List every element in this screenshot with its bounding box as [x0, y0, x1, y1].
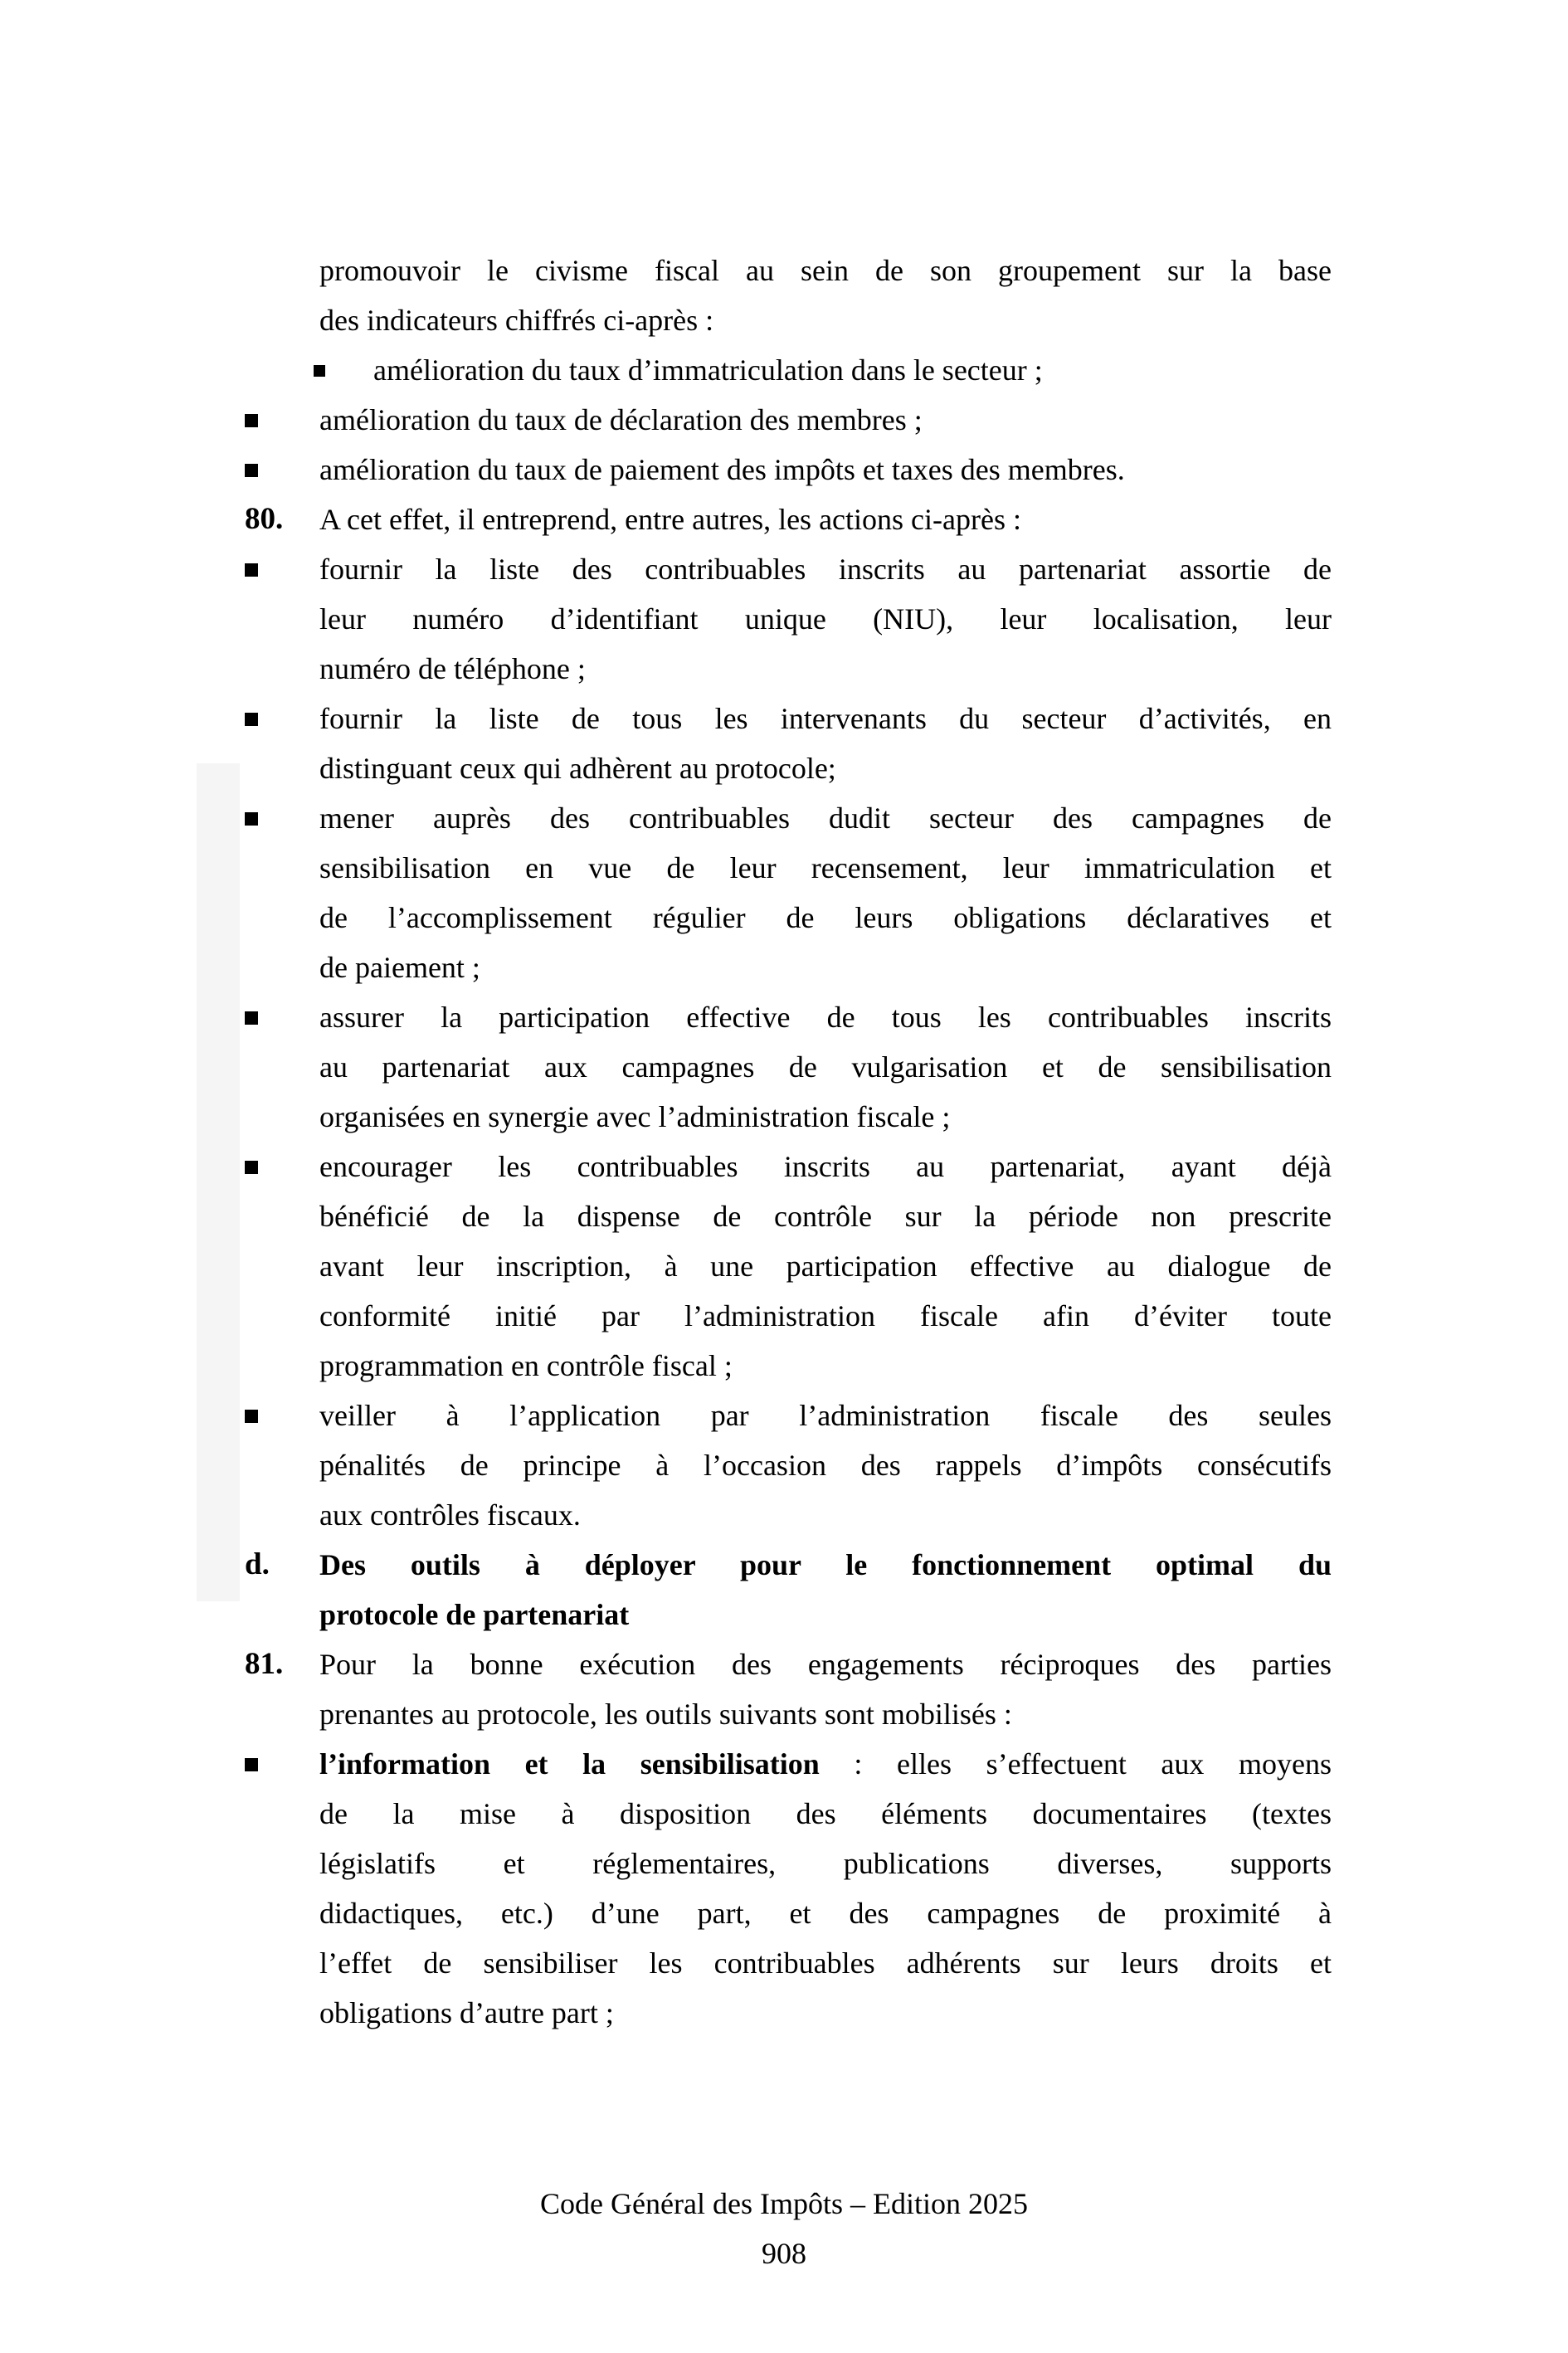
list-item — [245, 1391, 1332, 1540]
text-line: de la mise à disposition des éléments documentaires (textes — [319, 1797, 1332, 1830]
text-line: aux contrôles fiscaux. — [319, 1498, 581, 1532]
list-item — [245, 1142, 1332, 1391]
text-line: des indicateurs chiffrés ci-après : — [319, 304, 714, 337]
text-line: de paiement ; — [319, 951, 480, 984]
page-number: 908 — [762, 2237, 806, 2270]
text-line — [319, 1739, 1332, 1789]
text-line: amélioration du taux de paiement des impôts et taxes des membres. — [319, 453, 1125, 486]
text-line: prenantes au protocole, les outils suivants sont mobilisés : — [319, 1698, 1012, 1731]
text-line: l’effet de sensibiliser les contribuables adhérents sur leurs droits et — [319, 1946, 1332, 1980]
text-line: distinguant ceux qui adhèrent au protocole; — [319, 752, 836, 785]
list-item — [245, 1739, 1332, 2038]
normal-run: : elles s’effectuent aux moyens — [819, 1747, 1332, 1781]
bullet-icon — [245, 414, 258, 427]
item-number: 80. — [245, 502, 284, 536]
text-line: Pour la bonne exécution des engagements réciproques des parties — [319, 1648, 1332, 1681]
text-line: sensibilisation en vue de leur recensement, leur immatriculation et — [319, 851, 1332, 884]
text-line: amélioration du taux d’immatriculation dans le secteur ; — [373, 353, 1043, 387]
text-line: de l’accomplissement régulier de leurs obligations déclaratives et — [319, 901, 1332, 934]
text-line: promouvoir le civisme fiscal au sein de son groupement sur la base — [319, 254, 1332, 287]
text-line: législatifs et réglementaires, publications diverses, supports — [319, 1847, 1332, 1880]
list-item — [245, 544, 1332, 694]
text-line: assurer la participation effective de tous les contribuables inscrits — [319, 1001, 1332, 1034]
text-line: au partenariat aux campagnes de vulgarisation et de sensibilisation — [319, 1050, 1332, 1084]
bullet-icon — [245, 1161, 258, 1174]
text-line: A cet effet, il entreprend, entre autres, les actions ci-après : — [319, 503, 1021, 536]
text-line: mener auprès des contribuables dudit secteur des campagnes de — [319, 801, 1332, 835]
text-line: amélioration du taux de déclaration des membres ; — [319, 403, 923, 436]
text-line: leur numéro d’identifiant unique (NIU), leur localisation, leur — [319, 602, 1332, 636]
document-body — [245, 246, 1332, 2038]
text-line: organisées en synergie avec l’administration fiscale ; — [319, 1100, 951, 1133]
list-item — [245, 793, 1332, 992]
numbered-item — [245, 1639, 1332, 1739]
list-item — [245, 345, 1332, 395]
text-line: encourager les contribuables inscrits au partenariat, ayant déjà — [319, 1150, 1332, 1183]
list-item — [245, 395, 1332, 445]
text-line: obligations d’autre part ; — [319, 1996, 614, 2029]
bullet-icon — [245, 812, 258, 826]
item-letter: d. — [245, 1547, 270, 1581]
text-line: numéro de téléphone ; — [319, 652, 586, 685]
bullet-icon — [314, 365, 325, 377]
numbered-item — [245, 494, 1332, 544]
list-item — [245, 992, 1332, 1142]
text-line: didactiques, etc.) d’une part, et des campagnes de proximité à — [319, 1897, 1332, 1930]
bullet-icon — [245, 1410, 258, 1423]
bullet-icon — [245, 464, 258, 477]
bullet-icon — [245, 1011, 258, 1025]
text-line: fournir la liste des contribuables inscrits au partenariat assortie de — [319, 553, 1332, 586]
text-line: veiller à l’application par l’administration fiscale des seules — [319, 1399, 1332, 1432]
text-line: pénalités de principe à l’occasion des rappels d’impôts consécutifs — [319, 1449, 1332, 1482]
bullet-icon — [245, 1758, 258, 1771]
text-line: fournir la liste de tous les intervenants du secteur d’activités, en — [319, 702, 1332, 735]
scan-artifact-band — [197, 763, 240, 1601]
section-heading — [245, 1540, 1332, 1639]
heading-line: Des outils à déployer pour le fonctionnement optimal du — [319, 1548, 1332, 1581]
text-line: avant leur inscription, à une participation effective au dialogue de — [319, 1250, 1332, 1283]
list-item — [245, 694, 1332, 793]
bullet-icon — [245, 563, 258, 577]
text-line: programmation en contrôle fiscal ; — [319, 1349, 733, 1382]
item-number: 81. — [245, 1647, 284, 1681]
bullet-icon — [245, 713, 258, 726]
heading-line: protocole de partenariat — [319, 1598, 630, 1631]
text-line: conformité initié par l’administration fiscale afin d’éviter toute — [319, 1299, 1332, 1332]
list-item — [245, 445, 1332, 494]
footer-title: Code Général des Impôts – Edition 2025 — [540, 2187, 1028, 2220]
page-footer — [0, 2179, 1568, 2278]
paragraph-continuation — [245, 246, 1332, 345]
text-line: bénéficié de la dispense de contrôle sur la période non prescrite — [319, 1200, 1332, 1233]
bold-run: l’information et la sensibilisation — [319, 1747, 820, 1781]
